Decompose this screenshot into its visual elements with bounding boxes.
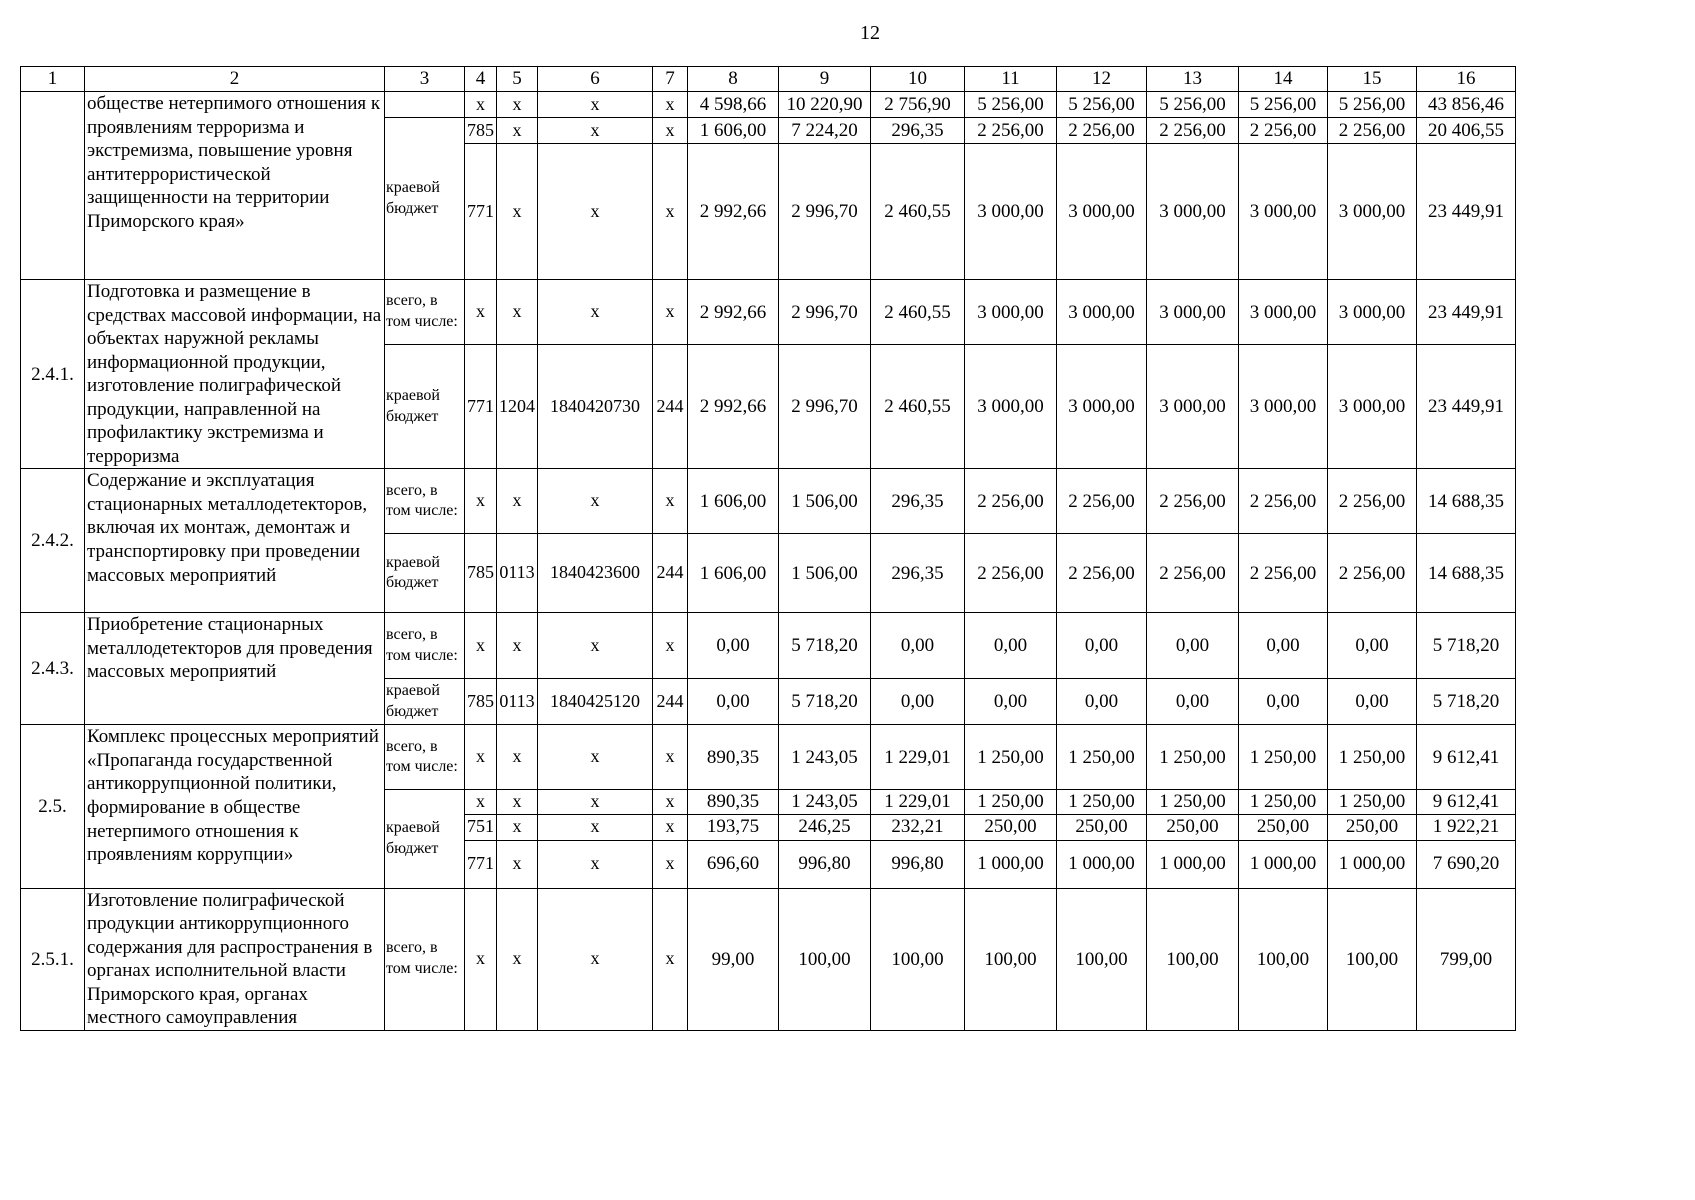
grbs-code: 771: [465, 144, 497, 280]
amount-cell: 296,35: [871, 118, 965, 144]
amount-cell: 2 256,00: [1147, 118, 1239, 144]
amount-cell: 2 256,00: [1239, 118, 1328, 144]
grbs-code: х: [465, 280, 497, 345]
section-code: 0113: [497, 534, 538, 613]
budget-table: [20, 66, 1516, 1031]
amount-cell: 1 243,05: [779, 725, 871, 790]
grbs-code: 785: [465, 679, 497, 725]
expense-type-code: х: [653, 790, 688, 814]
target-article-code: х: [538, 469, 653, 534]
amount-cell: 2 756,90: [871, 92, 965, 118]
amount-cell: 20 406,55: [1417, 118, 1516, 144]
amount-cell: 5 256,00: [965, 92, 1057, 118]
column-header: 7: [653, 67, 688, 92]
section-code: х: [497, 92, 538, 118]
amount-cell: 0,00: [688, 679, 779, 725]
section-code: х: [497, 118, 538, 144]
amount-cell: 3 000,00: [1057, 345, 1147, 469]
amount-cell: 193,75: [688, 814, 779, 840]
grbs-code: 771: [465, 345, 497, 469]
amount-cell: 1 229,01: [871, 790, 965, 814]
column-header: 12: [1057, 67, 1147, 92]
grbs-code: х: [465, 790, 497, 814]
amount-cell: 1 922,21: [1417, 814, 1516, 840]
amount-cell: 1 250,00: [1239, 790, 1328, 814]
grbs-code: 785: [465, 118, 497, 144]
amount-cell: 1 000,00: [1328, 840, 1417, 888]
row-description: Содержание и эксплуатация стационарных металлодетекторов, включая их монтаж, демонтаж и транспортировку при проведении массовых мероприятий: [85, 469, 385, 613]
amount-cell: 7 224,20: [779, 118, 871, 144]
amount-cell: 100,00: [1057, 888, 1147, 1030]
grbs-code: х: [465, 613, 497, 679]
target-article-code: х: [538, 144, 653, 280]
grbs-code: х: [465, 469, 497, 534]
amount-cell: 2 256,00: [1057, 469, 1147, 534]
column-header: 15: [1328, 67, 1417, 92]
amount-cell: 2 992,66: [688, 345, 779, 469]
section-code: х: [497, 144, 538, 280]
target-article-code: х: [538, 613, 653, 679]
amount-cell: 0,00: [1147, 613, 1239, 679]
column-header: 14: [1239, 67, 1328, 92]
table-row: [21, 280, 1516, 345]
amount-cell: 296,35: [871, 534, 965, 613]
target-article-code: 1840425120: [538, 679, 653, 725]
amount-cell: 100,00: [1328, 888, 1417, 1030]
expense-type-code: х: [653, 888, 688, 1030]
amount-cell: 3 000,00: [965, 280, 1057, 345]
funding-source: краевой бюджет: [385, 345, 465, 469]
row-number: 2.4.3.: [21, 613, 85, 725]
target-article-code: 1840423600: [538, 534, 653, 613]
column-header: 4: [465, 67, 497, 92]
amount-cell: 0,00: [1328, 613, 1417, 679]
table-row: [21, 469, 1516, 534]
amount-cell: 2 992,66: [688, 280, 779, 345]
grbs-code: 751: [465, 814, 497, 840]
table-row: [21, 613, 1516, 679]
amount-cell: 10 220,90: [779, 92, 871, 118]
amount-cell: 14 688,35: [1417, 469, 1516, 534]
amount-cell: 0,00: [1057, 613, 1147, 679]
row-number: 2.5.1.: [21, 888, 85, 1030]
amount-cell: 3 000,00: [1328, 345, 1417, 469]
expense-type-code: х: [653, 469, 688, 534]
funding-source: всего, в том числе:: [385, 469, 465, 534]
amount-cell: 1 250,00: [1239, 725, 1328, 790]
amount-cell: 0,00: [1328, 679, 1417, 725]
column-header: 13: [1147, 67, 1239, 92]
amount-cell: 1 606,00: [688, 118, 779, 144]
amount-cell: 2 256,00: [1057, 118, 1147, 144]
amount-cell: 23 449,91: [1417, 280, 1516, 345]
amount-cell: 1 243,05: [779, 790, 871, 814]
expense-type-code: 244: [653, 345, 688, 469]
grbs-code: х: [465, 725, 497, 790]
column-header: 3: [385, 67, 465, 92]
amount-cell: 9 612,41: [1417, 790, 1516, 814]
section-code: 0113: [497, 679, 538, 725]
expense-type-code: х: [653, 840, 688, 888]
amount-cell: 1 000,00: [1239, 840, 1328, 888]
column-header: 11: [965, 67, 1057, 92]
amount-cell: 3 000,00: [965, 144, 1057, 280]
amount-cell: 5 718,20: [779, 679, 871, 725]
funding-source: всего, в том числе:: [385, 280, 465, 345]
amount-cell: 2 256,00: [1239, 534, 1328, 613]
column-header: 8: [688, 67, 779, 92]
section-code: х: [497, 469, 538, 534]
amount-cell: 0,00: [1057, 679, 1147, 725]
amount-cell: 5 718,20: [1417, 679, 1516, 725]
amount-cell: 2 256,00: [1057, 534, 1147, 613]
column-header: 16: [1417, 67, 1516, 92]
expense-type-code: х: [653, 144, 688, 280]
column-header: 9: [779, 67, 871, 92]
amount-cell: 3 000,00: [1239, 144, 1328, 280]
amount-cell: 2 256,00: [965, 118, 1057, 144]
grbs-code: 771: [465, 840, 497, 888]
amount-cell: 3 000,00: [1239, 345, 1328, 469]
amount-cell: 1 000,00: [965, 840, 1057, 888]
expense-type-code: х: [653, 280, 688, 345]
column-header: 2: [85, 67, 385, 92]
amount-cell: 296,35: [871, 469, 965, 534]
section-code: х: [497, 613, 538, 679]
row-number: 2.4.2.: [21, 469, 85, 613]
funding-source: всего, в том числе:: [385, 613, 465, 679]
amount-cell: 890,35: [688, 725, 779, 790]
amount-cell: 996,80: [779, 840, 871, 888]
amount-cell: 2 256,00: [1328, 534, 1417, 613]
row-description: Изготовление полиграфической продукции антикоррупционного содержания для распространения в органах исполнительной власти Приморского края, органах местного самоуправления: [85, 888, 385, 1030]
amount-cell: 43 856,46: [1417, 92, 1516, 118]
grbs-code: х: [465, 888, 497, 1030]
amount-cell: 1 606,00: [688, 469, 779, 534]
section-code: х: [497, 840, 538, 888]
funding-source: краевой бюджет: [385, 534, 465, 613]
amount-cell: 5 256,00: [1239, 92, 1328, 118]
amount-cell: 100,00: [1239, 888, 1328, 1030]
amount-cell: 100,00: [871, 888, 965, 1030]
table-row: [21, 888, 1516, 1030]
column-header: 6: [538, 67, 653, 92]
column-header: 10: [871, 67, 965, 92]
amount-cell: 5 718,20: [1417, 613, 1516, 679]
amount-cell: 250,00: [1057, 814, 1147, 840]
row-number: 2.4.1.: [21, 280, 85, 469]
amount-cell: 1 250,00: [1057, 790, 1147, 814]
amount-cell: 250,00: [1328, 814, 1417, 840]
target-article-code: х: [538, 790, 653, 814]
amount-cell: 7 690,20: [1417, 840, 1516, 888]
amount-cell: 2 460,55: [871, 280, 965, 345]
expense-type-code: х: [653, 613, 688, 679]
amount-cell: 0,00: [688, 613, 779, 679]
amount-cell: 3 000,00: [1147, 144, 1239, 280]
section-code: х: [497, 888, 538, 1030]
target-article-code: х: [538, 725, 653, 790]
target-article-code: х: [538, 814, 653, 840]
section-code: х: [497, 725, 538, 790]
amount-cell: 100,00: [965, 888, 1057, 1030]
column-header: 5: [497, 67, 538, 92]
funding-source: всего, в том числе:: [385, 725, 465, 790]
page-number: 12: [860, 22, 880, 44]
funding-source: краевой бюджет: [385, 679, 465, 725]
amount-cell: 4 598,66: [688, 92, 779, 118]
amount-cell: 3 000,00: [1147, 345, 1239, 469]
target-article-code: х: [538, 840, 653, 888]
amount-cell: 3 000,00: [1328, 144, 1417, 280]
amount-cell: 3 000,00: [1057, 144, 1147, 280]
row-description: Комплекс процессных мероприятий «Пропаганда государственной антикоррупционной политики, формирование в обществе нетерпимого отношения к проявлениям коррупции»: [85, 725, 385, 888]
amount-cell: 2 996,70: [779, 345, 871, 469]
amount-cell: 5 718,20: [779, 613, 871, 679]
expense-type-code: х: [653, 725, 688, 790]
target-article-code: х: [538, 888, 653, 1030]
amount-cell: 250,00: [965, 814, 1057, 840]
amount-cell: 1 250,00: [965, 790, 1057, 814]
amount-cell: 1 506,00: [779, 469, 871, 534]
expense-type-code: 244: [653, 534, 688, 613]
expense-type-code: х: [653, 118, 688, 144]
section-code: х: [497, 790, 538, 814]
funding-source: краевой бюджет: [385, 790, 465, 888]
amount-cell: 1 250,00: [1328, 790, 1417, 814]
amount-cell: 0,00: [1239, 679, 1328, 725]
amount-cell: 250,00: [1239, 814, 1328, 840]
amount-cell: 250,00: [1147, 814, 1239, 840]
amount-cell: 5 256,00: [1147, 92, 1239, 118]
amount-cell: 2 256,00: [1239, 469, 1328, 534]
amount-cell: 1 229,01: [871, 725, 965, 790]
expense-type-code: х: [653, 92, 688, 118]
header-row: [21, 67, 1516, 92]
amount-cell: 2 256,00: [1328, 469, 1417, 534]
amount-cell: 23 449,91: [1417, 345, 1516, 469]
section-code: х: [497, 280, 538, 345]
amount-cell: 1 250,00: [1147, 725, 1239, 790]
target-article-code: х: [538, 92, 653, 118]
amount-cell: 0,00: [871, 679, 965, 725]
amount-cell: 1 000,00: [1147, 840, 1239, 888]
row-description: Приобретение стационарных металлодетекторов для проведения массовых мероприятий: [85, 613, 385, 725]
amount-cell: 3 000,00: [1147, 280, 1239, 345]
amount-cell: 1 250,00: [1057, 725, 1147, 790]
amount-cell: 0,00: [1147, 679, 1239, 725]
amount-cell: 5 256,00: [1328, 92, 1417, 118]
row-number: 2.5.: [21, 725, 85, 888]
target-article-code: 1840420730: [538, 345, 653, 469]
row-description: обществе нетерпимого отношения к проявлениям терроризма и экстремизма, повышение уровня антитеррористической защищенности на территории Приморского края»: [85, 92, 385, 280]
amount-cell: 1 250,00: [965, 725, 1057, 790]
amount-cell: 3 000,00: [1057, 280, 1147, 345]
amount-cell: 1 506,00: [779, 534, 871, 613]
amount-cell: 23 449,91: [1417, 144, 1516, 280]
amount-cell: 3 000,00: [1239, 280, 1328, 345]
amount-cell: 100,00: [779, 888, 871, 1030]
row-number: [21, 92, 85, 280]
amount-cell: 0,00: [965, 613, 1057, 679]
amount-cell: 996,80: [871, 840, 965, 888]
funding-source: всего, в том числе:: [385, 888, 465, 1030]
amount-cell: 3 000,00: [1328, 280, 1417, 345]
row-description: Подготовка и размещение в средствах массовой информации, на объектах наружной рекламы информационной продукции, изготовление полиграфической продукции, направленной на профилактику экстремизма и терроризма: [85, 280, 385, 469]
amount-cell: 0,00: [1239, 613, 1328, 679]
amount-cell: 3 000,00: [965, 345, 1057, 469]
expense-type-code: х: [653, 814, 688, 840]
table-row: [21, 725, 1516, 790]
amount-cell: 14 688,35: [1417, 534, 1516, 613]
amount-cell: 232,21: [871, 814, 965, 840]
amount-cell: 1 250,00: [1147, 790, 1239, 814]
amount-cell: 100,00: [1147, 888, 1239, 1030]
amount-cell: 0,00: [871, 613, 965, 679]
amount-cell: 99,00: [688, 888, 779, 1030]
amount-cell: 2 996,70: [779, 280, 871, 345]
amount-cell: 1 000,00: [1057, 840, 1147, 888]
amount-cell: 0,00: [965, 679, 1057, 725]
amount-cell: 799,00: [1417, 888, 1516, 1030]
amount-cell: 246,25: [779, 814, 871, 840]
amount-cell: 2 460,55: [871, 345, 965, 469]
amount-cell: 890,35: [688, 790, 779, 814]
table-row: [21, 92, 1516, 118]
amount-cell: 5 256,00: [1057, 92, 1147, 118]
expense-type-code: 244: [653, 679, 688, 725]
amount-cell: 2 256,00: [1147, 469, 1239, 534]
amount-cell: 2 256,00: [1147, 534, 1239, 613]
amount-cell: 1 250,00: [1328, 725, 1417, 790]
grbs-code: 785: [465, 534, 497, 613]
target-article-code: х: [538, 280, 653, 345]
target-article-code: х: [538, 118, 653, 144]
column-header: 1: [21, 67, 85, 92]
amount-cell: 2 256,00: [965, 534, 1057, 613]
amount-cell: 9 612,41: [1417, 725, 1516, 790]
section-code: х: [497, 814, 538, 840]
funding-source: краевой бюджет: [385, 118, 465, 280]
funding-source: [385, 92, 465, 118]
amount-cell: 2 996,70: [779, 144, 871, 280]
amount-cell: 1 606,00: [688, 534, 779, 613]
section-code: 1204: [497, 345, 538, 469]
grbs-code: х: [465, 92, 497, 118]
amount-cell: 2 460,55: [871, 144, 965, 280]
amount-cell: 2 992,66: [688, 144, 779, 280]
amount-cell: 2 256,00: [965, 469, 1057, 534]
amount-cell: 2 256,00: [1328, 118, 1417, 144]
amount-cell: 696,60: [688, 840, 779, 888]
